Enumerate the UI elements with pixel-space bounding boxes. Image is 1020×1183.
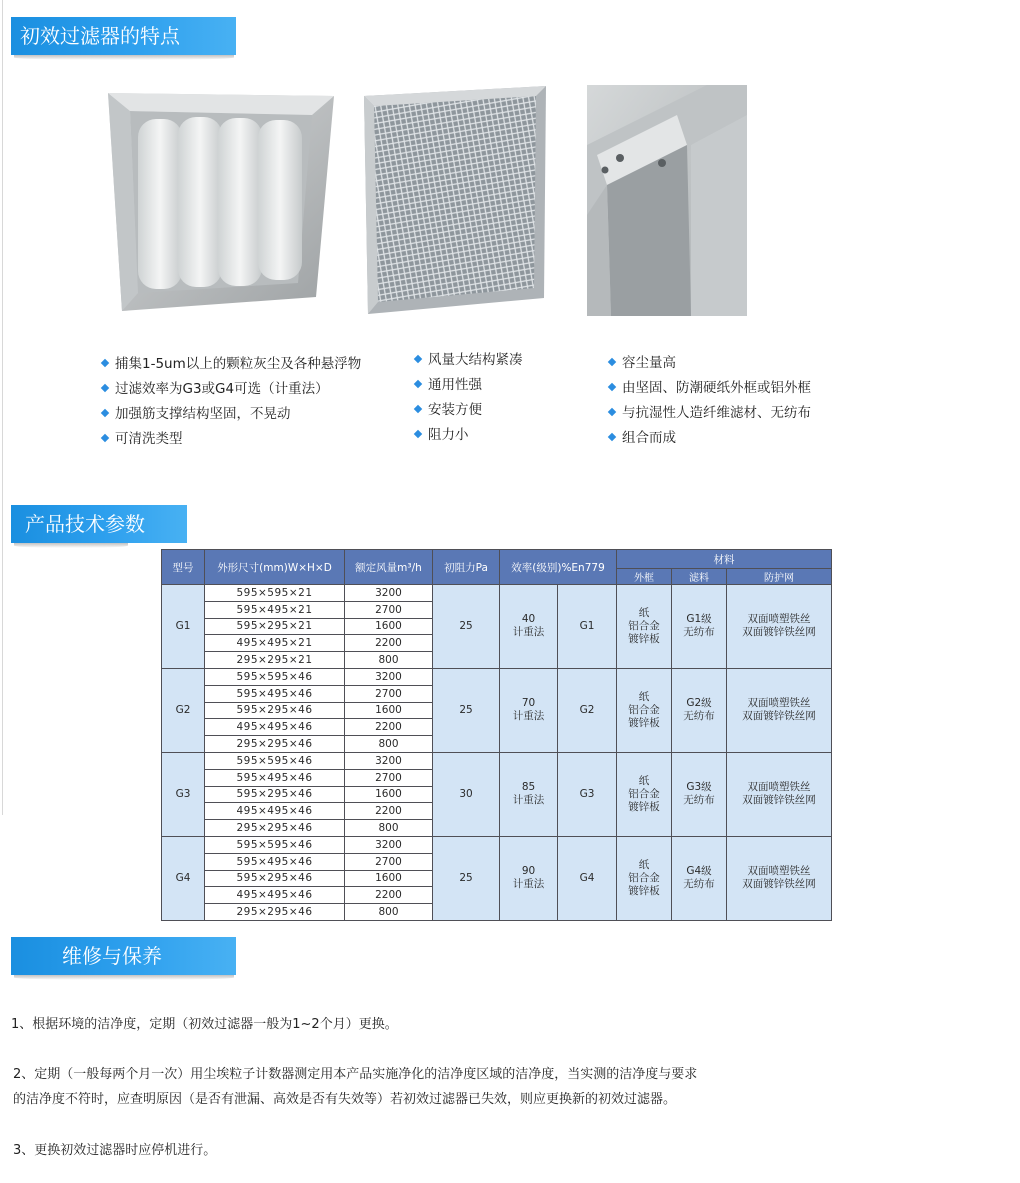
media-cell-line: 无纺布 [683,626,715,639]
maintenance-paragraph-2-line-1: 2、定期（一般每两个月一次）用尘埃粒子计数器测定用本产品实施净化的洁净度区域的洁净度，当实测的洁净度与要求 [13,1067,698,1082]
size-cell: 595×595×21 [205,585,345,602]
size-cell: 595×595×46 [205,752,345,769]
flow-cell: 2700 [345,853,433,870]
model-cell: G1 [162,585,205,669]
efficiency-value: 85 [521,781,536,794]
frame-cell-line: 纸 [638,774,650,787]
size-cell: 595×295×46 [205,870,345,887]
diamond-bullet-icon [608,383,616,391]
frame-cell-line: 纸 [638,690,650,703]
header-resistance: 初阻力Pa [433,550,500,585]
size-cell: 495×495×46 [205,887,345,904]
feature-item: 通用性强 [414,373,523,398]
feature-item: 与抗湿性人造纤维滤材、无纺布 [608,401,811,426]
frame-cell-line: 纸 [638,858,650,871]
diamond-bullet-icon [608,408,616,416]
diamond-bullet-icon [101,409,109,417]
mesh-cell-line: 双面喷塑铁丝 [747,781,811,794]
media-cell-line: G4级 [686,865,712,878]
media-cell [672,668,727,752]
frame-cell-line: 铝合金 [628,787,660,800]
size-cell: 595×495×46 [205,769,345,786]
diamond-bullet-icon [101,434,109,442]
mesh-cell [727,585,832,669]
table-row [162,668,832,685]
efficiency-method: 计重法 [512,710,545,723]
size-cell: 595×595×46 [205,668,345,685]
feature-item: 风量大结构紧凑 [414,348,523,373]
size-cell: 595×495×21 [205,601,345,618]
media-cell-line: 无纺布 [683,878,715,891]
frame-cell-line: 镀锌板 [628,716,660,729]
frame-cell-line: 铝合金 [628,703,660,716]
flow-cell: 3200 [345,668,433,685]
header-mesh: 防护网 [727,569,832,585]
frame-cell-line: 镀锌板 [628,884,660,897]
media-cell-line: G2级 [686,697,712,710]
mesh-cell-line: 双面喷塑铁丝 [747,697,811,710]
size-cell: 295×295×46 [205,736,345,753]
maintenance-paragraph-3: 3、更换初效过滤器时应停机进行。 [13,1143,217,1158]
resistance-cell: 25 [433,836,500,920]
header-efficiency: 效率(级别)%En779 [500,550,617,585]
size-cell: 595×495×46 [205,685,345,702]
efficiency-cell [500,668,558,752]
flow-cell: 2700 [345,685,433,702]
flow-cell: 1600 [345,618,433,635]
frame-cell [617,668,672,752]
mesh-cell-line: 双面镀锌铁丝网 [742,626,816,639]
maintenance-paragraph-1: 1、根据环境的洁净度，定期（初效过滤器一般为1~2个月）更换。 [11,1017,398,1032]
media-cell-line: 无纺布 [683,794,715,807]
panel-filter-photo [360,86,548,314]
size-cell: 595×595×46 [205,836,345,853]
media-cell [672,752,727,836]
feature-item: 捕集1-5um以上的颗粒灰尘及各种悬浮物 [101,352,361,377]
model-cell: G3 [162,752,205,836]
efficiency-method: 计重法 [512,626,545,639]
flow-cell: 800 [345,904,433,921]
media-cell [672,836,727,920]
size-cell: 595×295×46 [205,786,345,803]
table-row [162,585,832,602]
diamond-bullet-icon [414,430,422,438]
flow-cell: 2700 [345,601,433,618]
feature-item: 阻力小 [414,423,523,448]
diamond-bullet-icon [101,359,109,367]
mesh-cell [727,668,832,752]
feature-item: 容尘量高 [608,351,811,376]
media-cell-line: G1级 [686,613,712,626]
feature-item: 组合而成 [608,426,811,451]
frame-cell [617,836,672,920]
frame-cell [617,585,672,669]
header-frame: 外框 [617,569,672,585]
diamond-bullet-icon [414,355,422,363]
size-cell: 595×495×46 [205,853,345,870]
model-cell: G4 [162,836,205,920]
efficiency-value: 70 [521,697,536,710]
grade-cell: G3 [558,752,617,836]
media-cell-line: 无纺布 [683,710,715,723]
table-row [162,752,832,769]
frame-cell-line: 铝合金 [628,619,660,632]
header-size: 外形尺寸(mm)W×H×D [205,550,345,585]
flow-cell: 800 [345,736,433,753]
efficiency-cell [500,585,558,669]
grade-cell: G1 [558,585,617,669]
size-cell: 295×295×46 [205,820,345,837]
feature-item: 由坚固、防潮硬纸外框或铝外框 [608,376,811,401]
feature-item: 加强筋支撑结构坚固，不晃动 [101,402,361,427]
resistance-cell: 25 [433,585,500,669]
grade-cell: G4 [558,836,617,920]
flow-cell: 3200 [345,836,433,853]
frame-cell-line: 铝合金 [628,871,660,884]
features-section-title: 初效过滤器的特点 [11,17,236,55]
resistance-cell: 25 [433,668,500,752]
resistance-cell: 30 [433,752,500,836]
features-column-2 [414,348,523,448]
mesh-cell-line: 双面镀锌铁丝网 [742,794,816,807]
efficiency-method: 计重法 [512,878,545,891]
frame-detail-photo [587,85,747,316]
size-cell: 595×295×46 [205,702,345,719]
flow-cell: 2200 [345,887,433,904]
maintenance-section-title: 维修与保养 [11,937,236,975]
size-cell: 595×295×21 [205,618,345,635]
size-cell: 495×495×46 [205,803,345,820]
diamond-bullet-icon [414,380,422,388]
mesh-cell-line: 双面喷塑铁丝 [747,613,811,626]
efficiency-value: 40 [521,613,536,626]
mesh-cell-line: 双面喷塑铁丝 [747,865,811,878]
diamond-bullet-icon [608,358,616,366]
flow-cell: 1600 [345,786,433,803]
flow-cell: 2200 [345,719,433,736]
frame-cell-line: 纸 [638,606,650,619]
efficiency-cell [500,836,558,920]
size-cell: 495×495×46 [205,719,345,736]
maintenance-paragraph-2-line-2: 的洁净度不符时，应查明原因（是否有泄漏、高效是否有失效等）若初效过滤器已失效，则应更换新的初效过滤器。 [13,1092,677,1107]
frame-cell [617,752,672,836]
banner-shadow [14,55,234,60]
flow-cell: 2700 [345,769,433,786]
feature-item: 安装方便 [414,398,523,423]
flow-cell: 3200 [345,585,433,602]
flow-cell: 1600 [345,702,433,719]
flow-cell: 2200 [345,635,433,652]
flow-cell: 1600 [345,870,433,887]
efficiency-method: 计重法 [512,794,545,807]
feature-item: 过滤效率为G3或G4可选（计重法） [101,377,361,402]
specs-section-title: 产品技术参数 [11,505,187,543]
flow-cell: 800 [345,652,433,669]
flow-cell: 800 [345,820,433,837]
size-cell: 295×295×46 [205,904,345,921]
media-cell-line: G3级 [686,781,712,794]
header-material: 材料 [617,550,832,569]
features-column-1 [101,352,361,452]
header-flow: 额定风量m³/h [345,550,433,585]
diamond-bullet-icon [414,405,422,413]
efficiency-value: 90 [521,865,536,878]
mesh-cell [727,752,832,836]
mesh-cell-line: 双面镀锌铁丝网 [742,878,816,891]
diamond-bullet-icon [101,384,109,392]
left-divider [2,0,3,815]
spec-table [161,549,832,921]
model-cell: G2 [162,668,205,752]
diamond-bullet-icon [608,433,616,441]
mesh-cell-line: 双面镀锌铁丝网 [742,710,816,723]
media-cell [672,585,727,669]
flow-cell: 2200 [345,803,433,820]
bag-filter-photo [108,93,334,311]
header-model: 型号 [162,550,205,585]
frame-cell-line: 镀锌板 [628,632,660,645]
frame-cell-line: 镀锌板 [628,800,660,813]
features-column-3 [608,351,811,451]
mesh-cell [727,836,832,920]
grade-cell: G2 [558,668,617,752]
banner-shadow [14,543,128,548]
banner-shadow [14,975,234,980]
table-row [162,836,832,853]
size-cell: 295×295×21 [205,652,345,669]
feature-item: 可清洗类型 [101,427,361,452]
flow-cell: 3200 [345,752,433,769]
header-media: 滤料 [672,569,727,585]
efficiency-cell [500,752,558,836]
size-cell: 495×495×21 [205,635,345,652]
